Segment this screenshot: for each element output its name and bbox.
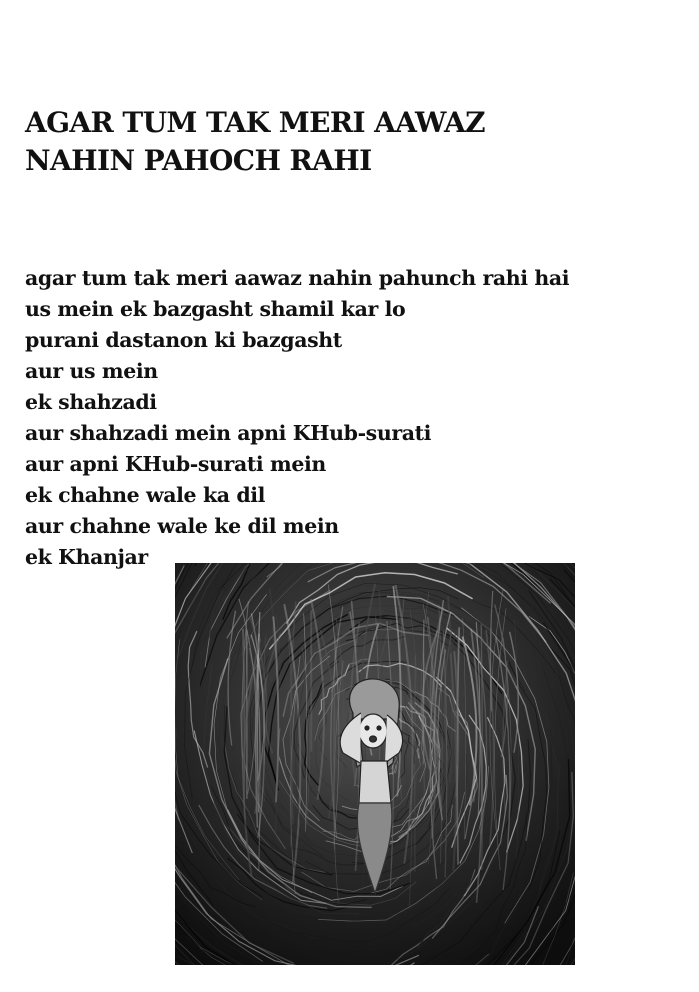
- poem-body: [25, 263, 665, 573]
- swirling-vortex-illustration: [175, 563, 575, 965]
- poem-title-line-2: NAHIN PAHOCH RAHI: [25, 144, 372, 177]
- poem-line: aur chahne wale ke dil mein: [25, 514, 339, 538]
- poem-line: aur shahzadi mein apni KHub-surati: [25, 421, 432, 445]
- poem-line: aur apni KHub-surati mein: [25, 452, 326, 476]
- poem-title: [25, 104, 665, 180]
- poem-line: ek Khanjar: [25, 545, 148, 569]
- poem-line: agar tum tak meri aawaz nahin pahunch rahi hai: [25, 266, 570, 290]
- poem-line: ek chahne wale ka dil: [25, 483, 266, 507]
- poem-line: ek shahzadi: [25, 390, 157, 414]
- poem-line: purani dastanon ki bazgasht: [25, 328, 342, 352]
- poem-title-line-1: AGAR TUM TAK MERI AAWAZ: [25, 106, 486, 139]
- poem-line: us mein ek bazgasht shamil kar lo: [25, 297, 406, 321]
- poem-line: aur us mein: [25, 359, 158, 383]
